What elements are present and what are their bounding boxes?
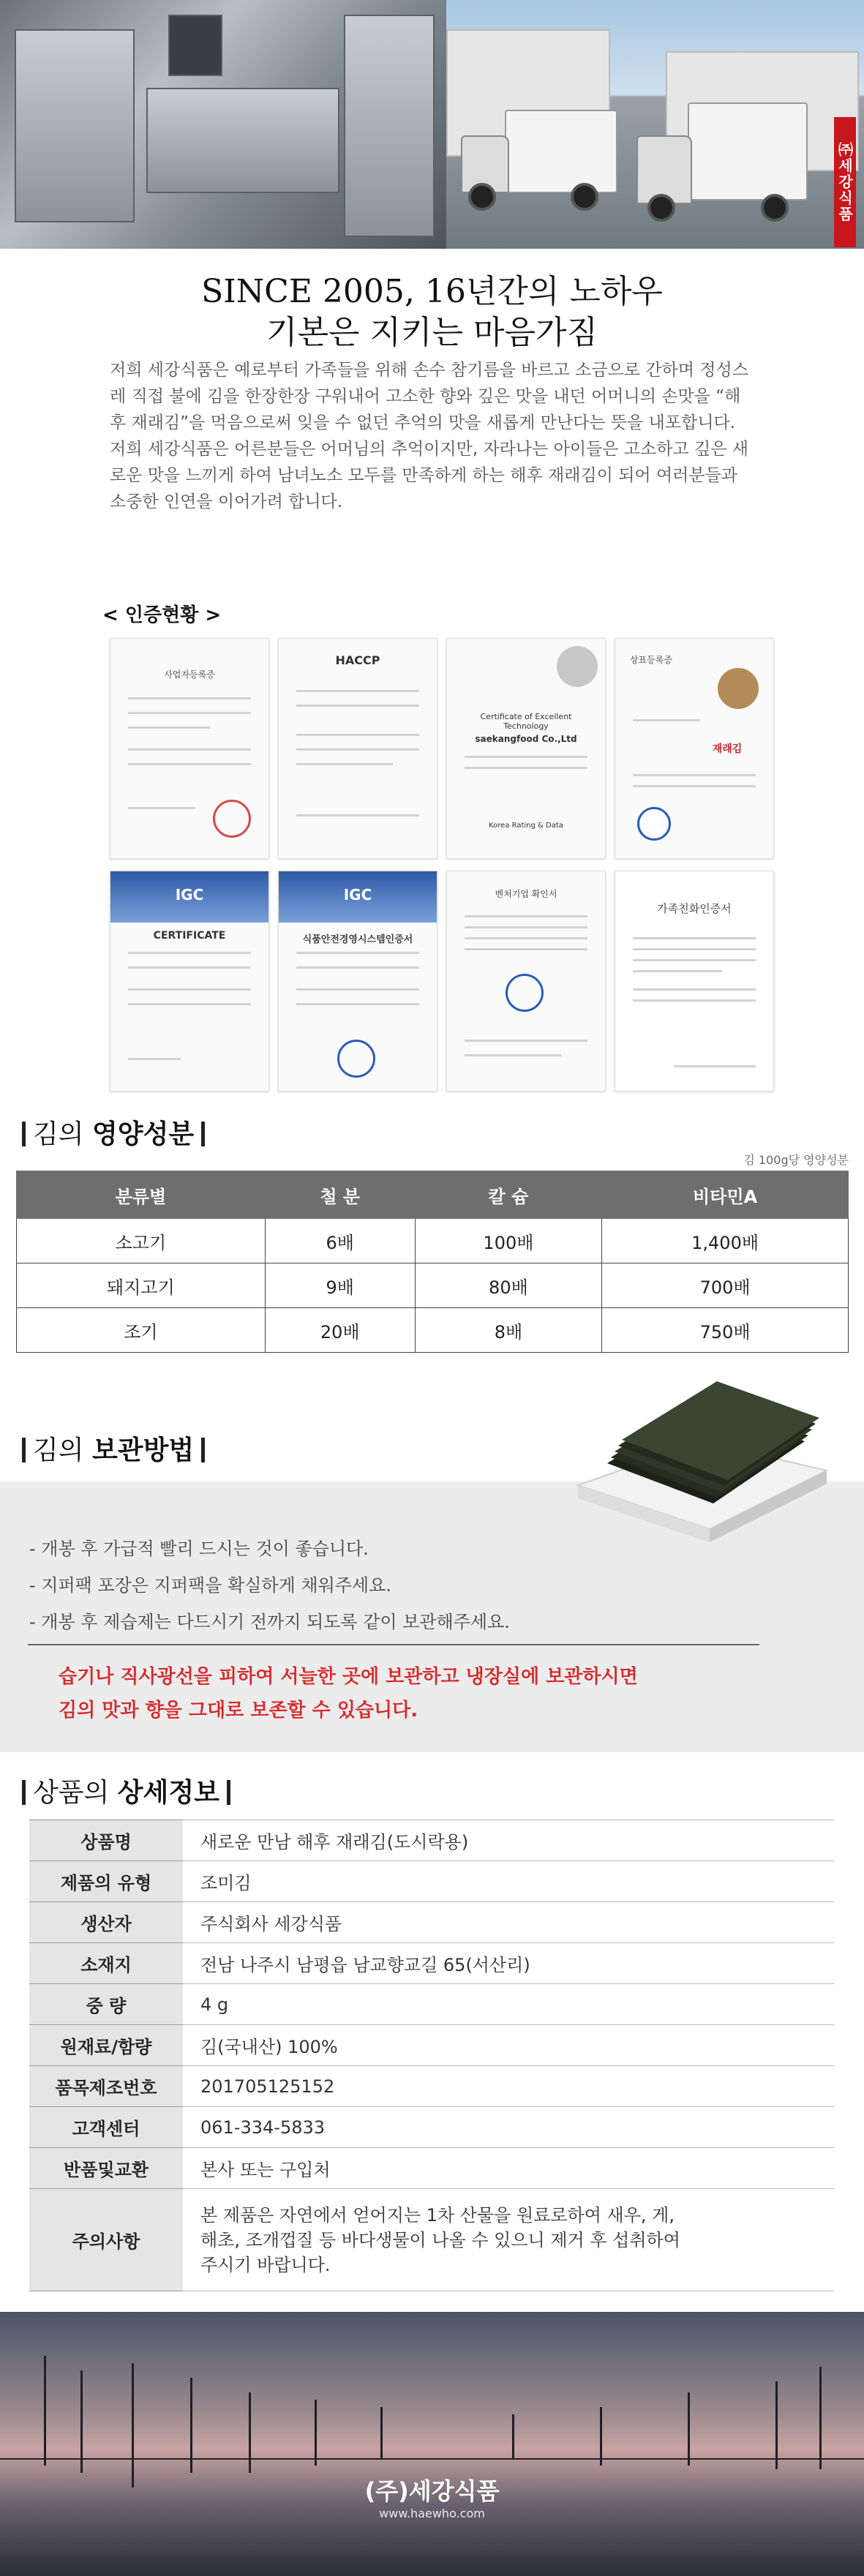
row-label: 소재지 bbox=[29, 1943, 183, 1984]
intro-headline-2: 기본은 지키는 마음가짐 bbox=[266, 314, 598, 351]
nori-plate-image bbox=[556, 1375, 834, 1544]
row-value: 조미김 bbox=[183, 1861, 834, 1902]
row-label: 주의사항 bbox=[29, 2189, 183, 2291]
row-label: 상품명 bbox=[29, 1820, 183, 1861]
cert-business-registration bbox=[110, 638, 269, 859]
footer-url: www.haewho.com bbox=[379, 2506, 485, 2520]
table-cell: 100배 bbox=[415, 1219, 602, 1263]
storage-warning: 습기나 직사광선을 피하여 서늘한 곳에 보관하고 냉장실에 보관하시면 bbox=[59, 1666, 638, 1688]
row-value: 4 g bbox=[183, 1984, 834, 2025]
nutrition-title-light: 김의 bbox=[33, 1119, 84, 1149]
row-label: 제품의 유형 bbox=[29, 1861, 183, 1902]
title-bar bbox=[227, 1780, 230, 1805]
storage-title-bold: 보관방법 bbox=[92, 1435, 195, 1465]
table-cell: 750배 bbox=[602, 1308, 849, 1353]
intro-body bbox=[110, 357, 754, 515]
table-row bbox=[17, 1308, 849, 1353]
table-cell: 9배 bbox=[265, 1263, 415, 1308]
caution-line: 본 제품은 자연에서 얻어지는 1차 산물을 원료로하여 새우, 게, bbox=[200, 2204, 675, 2226]
table-cell: 80배 bbox=[415, 1263, 602, 1308]
table-row bbox=[29, 1943, 834, 1984]
storage-tip: - 개봉 후 제습제는 다드시기 전까지 되도록 같이 보관해주세요. bbox=[29, 1612, 510, 1632]
row-value: 전남 나주시 남평읍 남교향교길 65(서산리) bbox=[183, 1943, 834, 1984]
table-row-caution bbox=[29, 2189, 834, 2291]
row-label: 중 량 bbox=[29, 1984, 183, 2025]
cert-label: 벤처기업 확인서 bbox=[495, 889, 557, 899]
hero-banner bbox=[0, 0, 864, 249]
table-cell: 700배 bbox=[602, 1263, 849, 1308]
footer-brand: (주)세강식품 bbox=[364, 2477, 500, 2505]
cert-family-friendly bbox=[615, 871, 774, 1092]
nutrition-table bbox=[16, 1171, 849, 1353]
cert-igc bbox=[110, 871, 269, 1092]
caution-line: 주시기 바랍니다. bbox=[200, 2254, 331, 2275]
table-row bbox=[29, 1984, 834, 2025]
title-bar bbox=[201, 1122, 205, 1146]
warehouse-photo bbox=[446, 0, 864, 249]
cert-company: saekangfood Co.,Ltd bbox=[475, 734, 577, 744]
table-row bbox=[17, 1263, 849, 1308]
caution-line: 해초, 조개껍질 등 바다생물이 나올 수 있으니 제거 후 섭취하여 bbox=[200, 2229, 680, 2250]
row-label: 품목제조번호 bbox=[29, 2066, 183, 2107]
row-value: 061-334-5833 bbox=[183, 2107, 834, 2148]
table-row bbox=[17, 1219, 849, 1263]
column-header: 비타민A bbox=[602, 1171, 849, 1219]
detail-table bbox=[29, 1820, 834, 2291]
table-row bbox=[29, 2107, 834, 2148]
nutrition-title bbox=[15, 1114, 212, 1151]
title-bar bbox=[201, 1438, 205, 1462]
column-header: 철 분 bbox=[265, 1171, 415, 1219]
detail-title-bold: 상세정보 bbox=[117, 1778, 219, 1808]
cert-label: 상표등록증 bbox=[630, 655, 672, 665]
row-label: 원재료/함량 bbox=[29, 2025, 183, 2066]
cert-label: Certificate of Excellent Technology bbox=[480, 712, 572, 731]
cert-logo: IGC bbox=[343, 886, 372, 904]
storage-title-light: 김의 bbox=[33, 1435, 84, 1465]
table-cell: 8배 bbox=[415, 1308, 602, 1353]
table-row bbox=[29, 2148, 834, 2189]
table-row bbox=[29, 1861, 834, 1902]
storage-title bbox=[15, 1430, 212, 1467]
row-label: 고객센터 bbox=[29, 2107, 183, 2148]
cert-label: CERTIFICATE bbox=[153, 930, 226, 942]
nutrition-note: 김 100g당 영양성분 bbox=[743, 1153, 849, 1167]
title-bar bbox=[22, 1438, 26, 1462]
title-bar bbox=[22, 1780, 26, 1805]
table-cell: 20배 bbox=[265, 1308, 415, 1353]
cert-trademark bbox=[615, 638, 774, 859]
intro-paragraph-2: 저희 세강식품은 어른분들은 어머님의 추억이지만, 자라나는 아이들은 고소하고 깊은 새로운 맛을 느끼게 하여 남녀노소 모두를 만족하게 하는 해후 재래김이 되어 여러분들과 소중한 인연을 이어가려 합니다. bbox=[110, 440, 748, 511]
cert-label: 사업자등록증 bbox=[164, 669, 215, 680]
cert-issuer: Korea Rating & Data bbox=[489, 822, 563, 830]
intro-paragraph-1: 저희 세강식품은 예로부터 가족들을 위해 손수 참기름을 바르고 소금으로 간하며 정성스레 직접 불에 김을 한장한장 구워내어 고소한 향와 깊은 맛을 내던 어머니의 손맛을 “해후 재래김”을 먹음으로써 잊을 수 없던 추억의 맛을 새롭게 만난다는 뜻을 내포합니다. bbox=[110, 361, 748, 432]
column-header: 분류별 bbox=[17, 1171, 266, 1219]
cert-label: HACCP bbox=[335, 653, 380, 667]
footer-seascape bbox=[0, 2312, 864, 2576]
table-row bbox=[29, 1820, 834, 1861]
column-header: 칼 슘 bbox=[415, 1171, 602, 1219]
row-label: 생산자 bbox=[29, 1902, 183, 1943]
table-cell: 조기 bbox=[17, 1308, 266, 1353]
table-row bbox=[29, 1902, 834, 1943]
cert-food-safety bbox=[278, 871, 437, 1092]
cert-haccp bbox=[278, 638, 437, 859]
table-row bbox=[29, 2025, 834, 2066]
detail-title-light: 상품의 bbox=[33, 1778, 110, 1808]
cert-trademark-name: 재래김 bbox=[712, 743, 743, 755]
table-cell: 돼지고기 bbox=[17, 1263, 266, 1308]
row-value: 새로운 만남 해후 재래김(도시락용) bbox=[183, 1820, 834, 1861]
title-bar bbox=[22, 1122, 26, 1146]
divider bbox=[28, 1644, 759, 1645]
row-value bbox=[183, 2189, 834, 2291]
storage-tip: - 개봉 후 가급적 빨리 드시는 것이 좋습니다. bbox=[29, 1539, 369, 1559]
storage-tip: - 지퍼팩 포장은 지퍼팩을 확실하게 채워주세요. bbox=[29, 1575, 391, 1596]
table-cell: 6배 bbox=[265, 1219, 415, 1263]
cert-label: 식품안전경영시스템인증서 bbox=[302, 934, 413, 945]
factory-photo bbox=[0, 0, 446, 249]
nutrition-title-bold: 영양성분 bbox=[92, 1119, 195, 1149]
cert-excellent-technology bbox=[446, 638, 606, 859]
brand-tab: ㈜세강식품 bbox=[834, 117, 856, 247]
row-value: 주식회사 세강식품 bbox=[183, 1902, 834, 1943]
cert-logo: IGC bbox=[175, 886, 204, 904]
row-value: 본사 또는 구입처 bbox=[183, 2148, 834, 2189]
table-cell: 1,400배 bbox=[602, 1219, 849, 1263]
table-row bbox=[29, 2066, 834, 2107]
cert-section-title: < 인증현황 > bbox=[102, 604, 222, 626]
row-value: 김(국내산) 100% bbox=[183, 2025, 834, 2066]
storage-warning: 김의 맛과 향을 그대로 보존할 수 있습니다. bbox=[59, 1700, 418, 1721]
row-label: 반품및교환 bbox=[29, 2148, 183, 2189]
intro-headline-1: SINCE 2005, 16년간의 노하우 bbox=[201, 273, 663, 310]
cert-label: 가족친화인증서 bbox=[657, 902, 732, 915]
row-value: 201705125152 bbox=[183, 2066, 834, 2107]
detail-title bbox=[15, 1772, 238, 1809]
table-header-row bbox=[17, 1171, 849, 1219]
table-cell: 소고기 bbox=[17, 1219, 266, 1263]
cert-venture bbox=[446, 871, 606, 1092]
